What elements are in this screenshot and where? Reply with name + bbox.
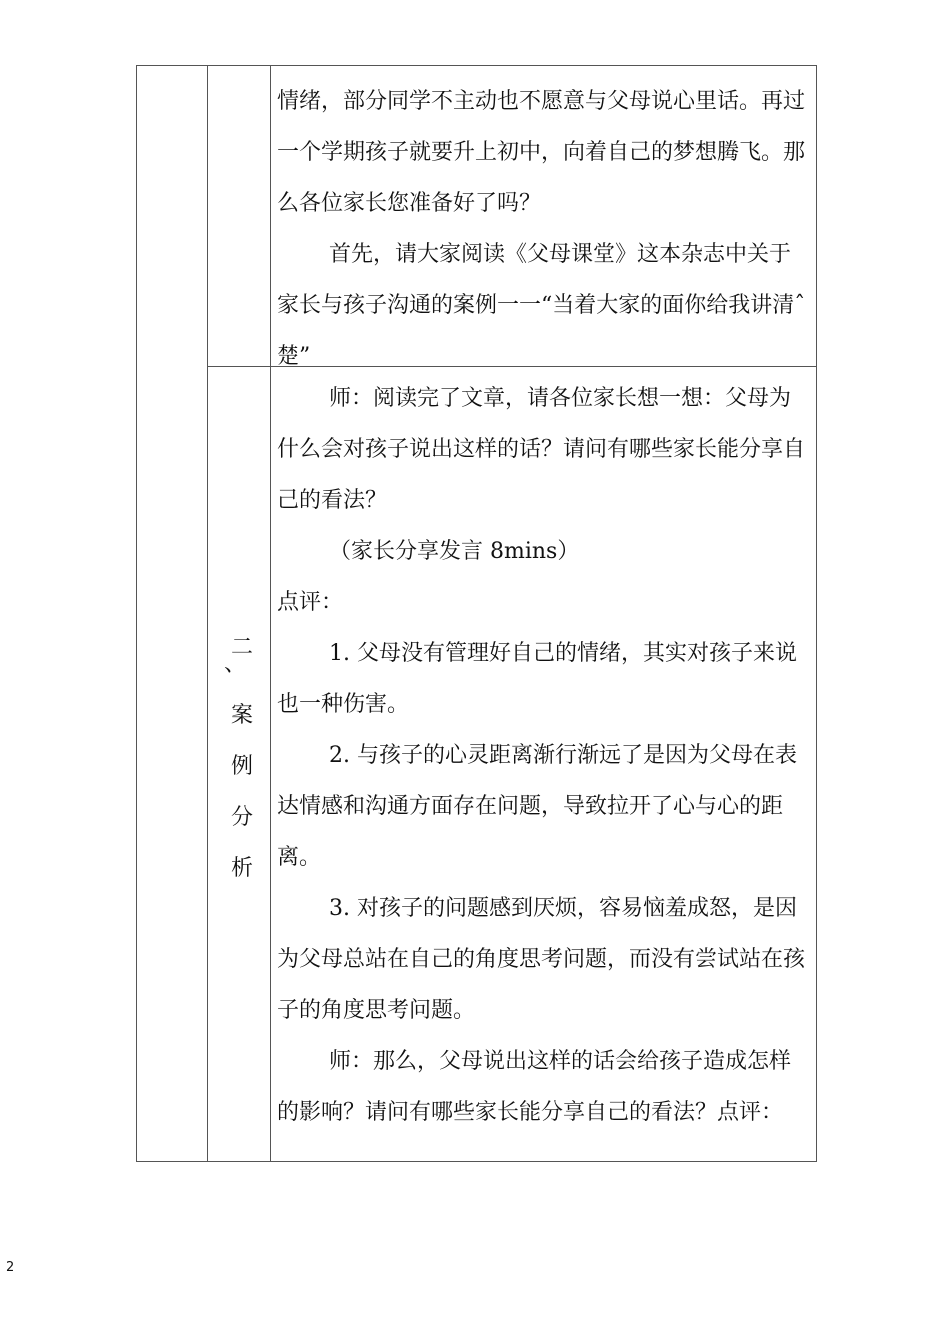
paragraph: 师：那么，父母说出这样的话会给孩子造成怎样的影响？请问有哪些家长能分享自己的看法？点评：: [277, 1049, 792, 1125]
label-char: 、: [223, 652, 246, 677]
paragraph: 1. 父母没有管理好自己的情绪，其实对孩子来说也一种伤害。: [277, 641, 797, 717]
column-divider-2: [270, 66, 271, 1161]
paragraph: 3. 对孩子的问题感到厌烦，容易恼羞成怒，是因为父母总站在自己的角度思考问题，而没有尝试站在孩子的角度思考问题。: [277, 896, 806, 1023]
section2-label: [217, 622, 267, 894]
paragraph: （家长分享发言 8mins）: [329, 539, 580, 564]
column-divider-1: [207, 66, 208, 1161]
paragraph: 点评：: [277, 590, 344, 615]
lesson-plan-table: [136, 65, 817, 1162]
label-char: 分: [230, 805, 253, 830]
paragraph: 首先，请大家阅读《父母课堂》这本杂志中关于家长与孩子沟通的案例一一“当着大家的面你给我讲清ˆ楚”: [277, 242, 806, 369]
page-number: 2: [6, 1260, 15, 1275]
section1-content: [277, 76, 812, 382]
label-char: 二: [230, 635, 253, 660]
label-char: 例: [230, 754, 253, 779]
paragraph: 情绪，部分同学不主动也不愿意与父母说心里话。再过一个学期孩子就要升上初中，向着自己的梦想腾飞。那么各位家长您准备好了吗？: [277, 89, 806, 216]
label-char: 案: [230, 703, 253, 728]
paragraph: 2. 与孩子的心灵距离渐行渐远了是因为父母在表达情感和沟通方面存在问题，导致拉开了心与心的距离。: [277, 743, 797, 870]
paragraph: 师：阅读完了文章，请各位家长想一想：父母为什么会对孩子说出这样的话？请问有哪些家长能分享自己的看法？: [277, 386, 806, 513]
label-char: 析: [230, 856, 253, 881]
section2-content: [277, 373, 812, 1138]
